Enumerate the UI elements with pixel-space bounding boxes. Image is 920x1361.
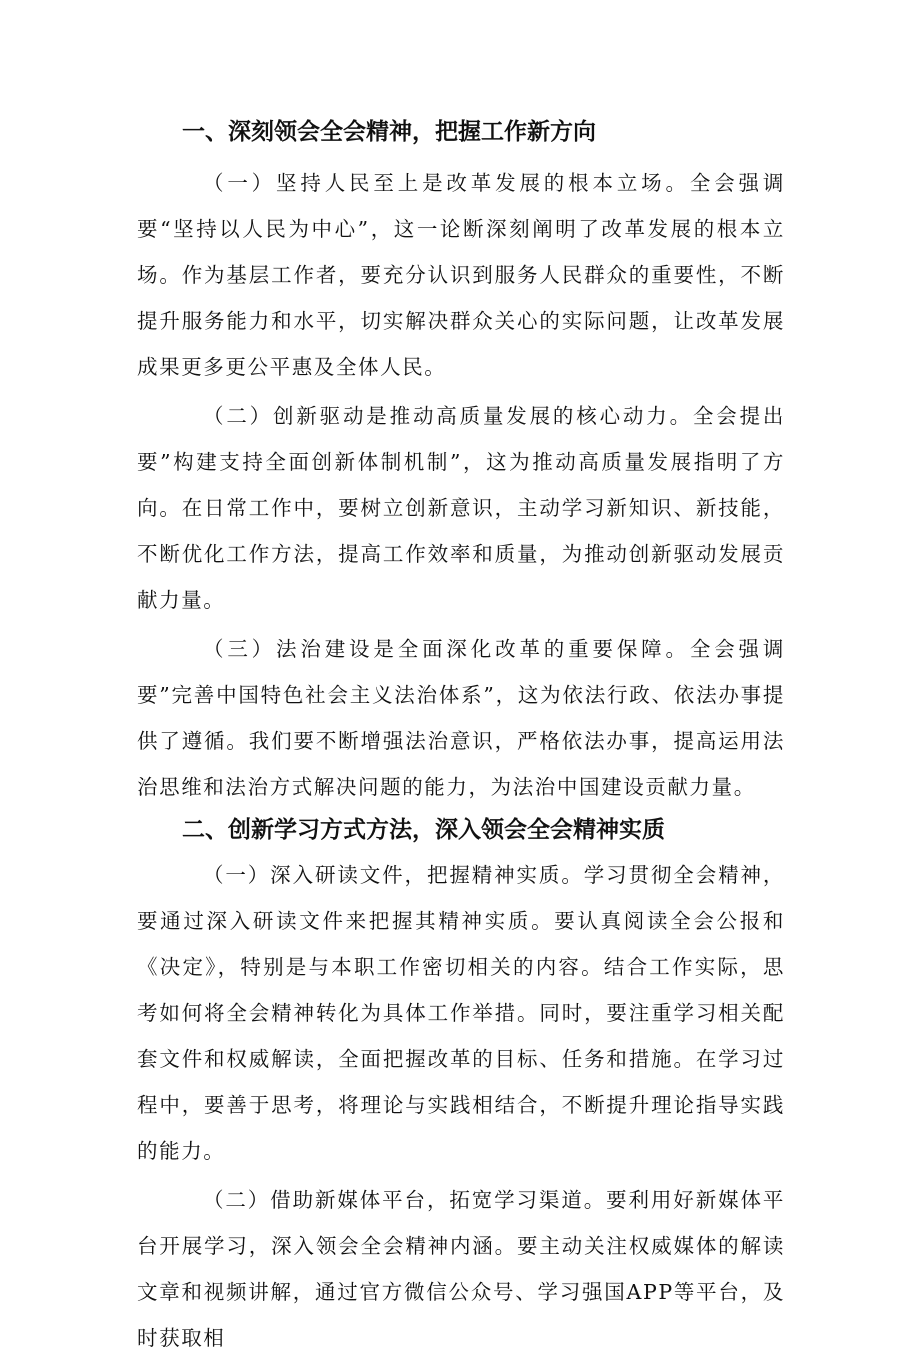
paragraph-2-1: （一）深入研读文件，把握精神实质。学习贯彻全会精神，要通过深入研读文件来把握其精神实质。要认真阅读全会公报和《决定》，特别是与本职工作密切相关的内容。结合工作实际，思考如何将全会精神转化为具体工作举措。同时，要注重学习相关配套文件和权威解读，全面把握改革的目标、任务和措施。在学习过程中，要善于思考，将理论与实践相结合，不断提升理论指导实践的能力。	[137, 863, 785, 1163]
section-heading-2: 二、创新学习方式方法，深入领会全会精神实质	[182, 817, 665, 843]
section-heading-1: 一、深刻领会全会精神，把握工作新方向	[182, 119, 596, 145]
paragraph-2-2: （二）借助新媒体平台，拓宽学习渠道。要利用好新媒体平台开展学习，深入领会全会精神内涵。要主动关注权威媒体的解读文章和视频讲解，通过官方微信公众号、学习强国APP等平台，及时获取相	[137, 1188, 785, 1350]
paragraph-1-2: （二）创新驱动是推动高质量发展的核心动力。全会提出要”构建支持全面创新体制机制”，这为推动高质量发展指明了方向。在日常工作中，要树立创新意识，主动学习新知识、新技能，不断优化工作方法，提高工作效率和质量，为推动创新驱动发展贡献力量。	[137, 404, 785, 612]
paragraph-1-1: （一）坚持人民至上是改革发展的根本立场。全会强调要“坚持以人民为中心”，这一论断深刻阐明了改革发展的根本立场。作为基层工作者，要充分认识到服务人民群众的重要性，不断提升服务能力和水平，切实解决群众关心的实际问题，让改革发展成果更多更公平惠及全体人民。	[137, 171, 785, 379]
paragraph-1-3: （三）法治建设是全面深化改革的重要保障。全会强调要”完善中国特色社会主义法治体系”，这为依法行政、依法办事提供了遵循。我们要不断增强法治意识，严格依法办事，提高运用法治思维和法治方式解决问题的能力，为法治中国建设贡献力量。	[137, 637, 785, 799]
document-body	[137, 112, 785, 1361]
